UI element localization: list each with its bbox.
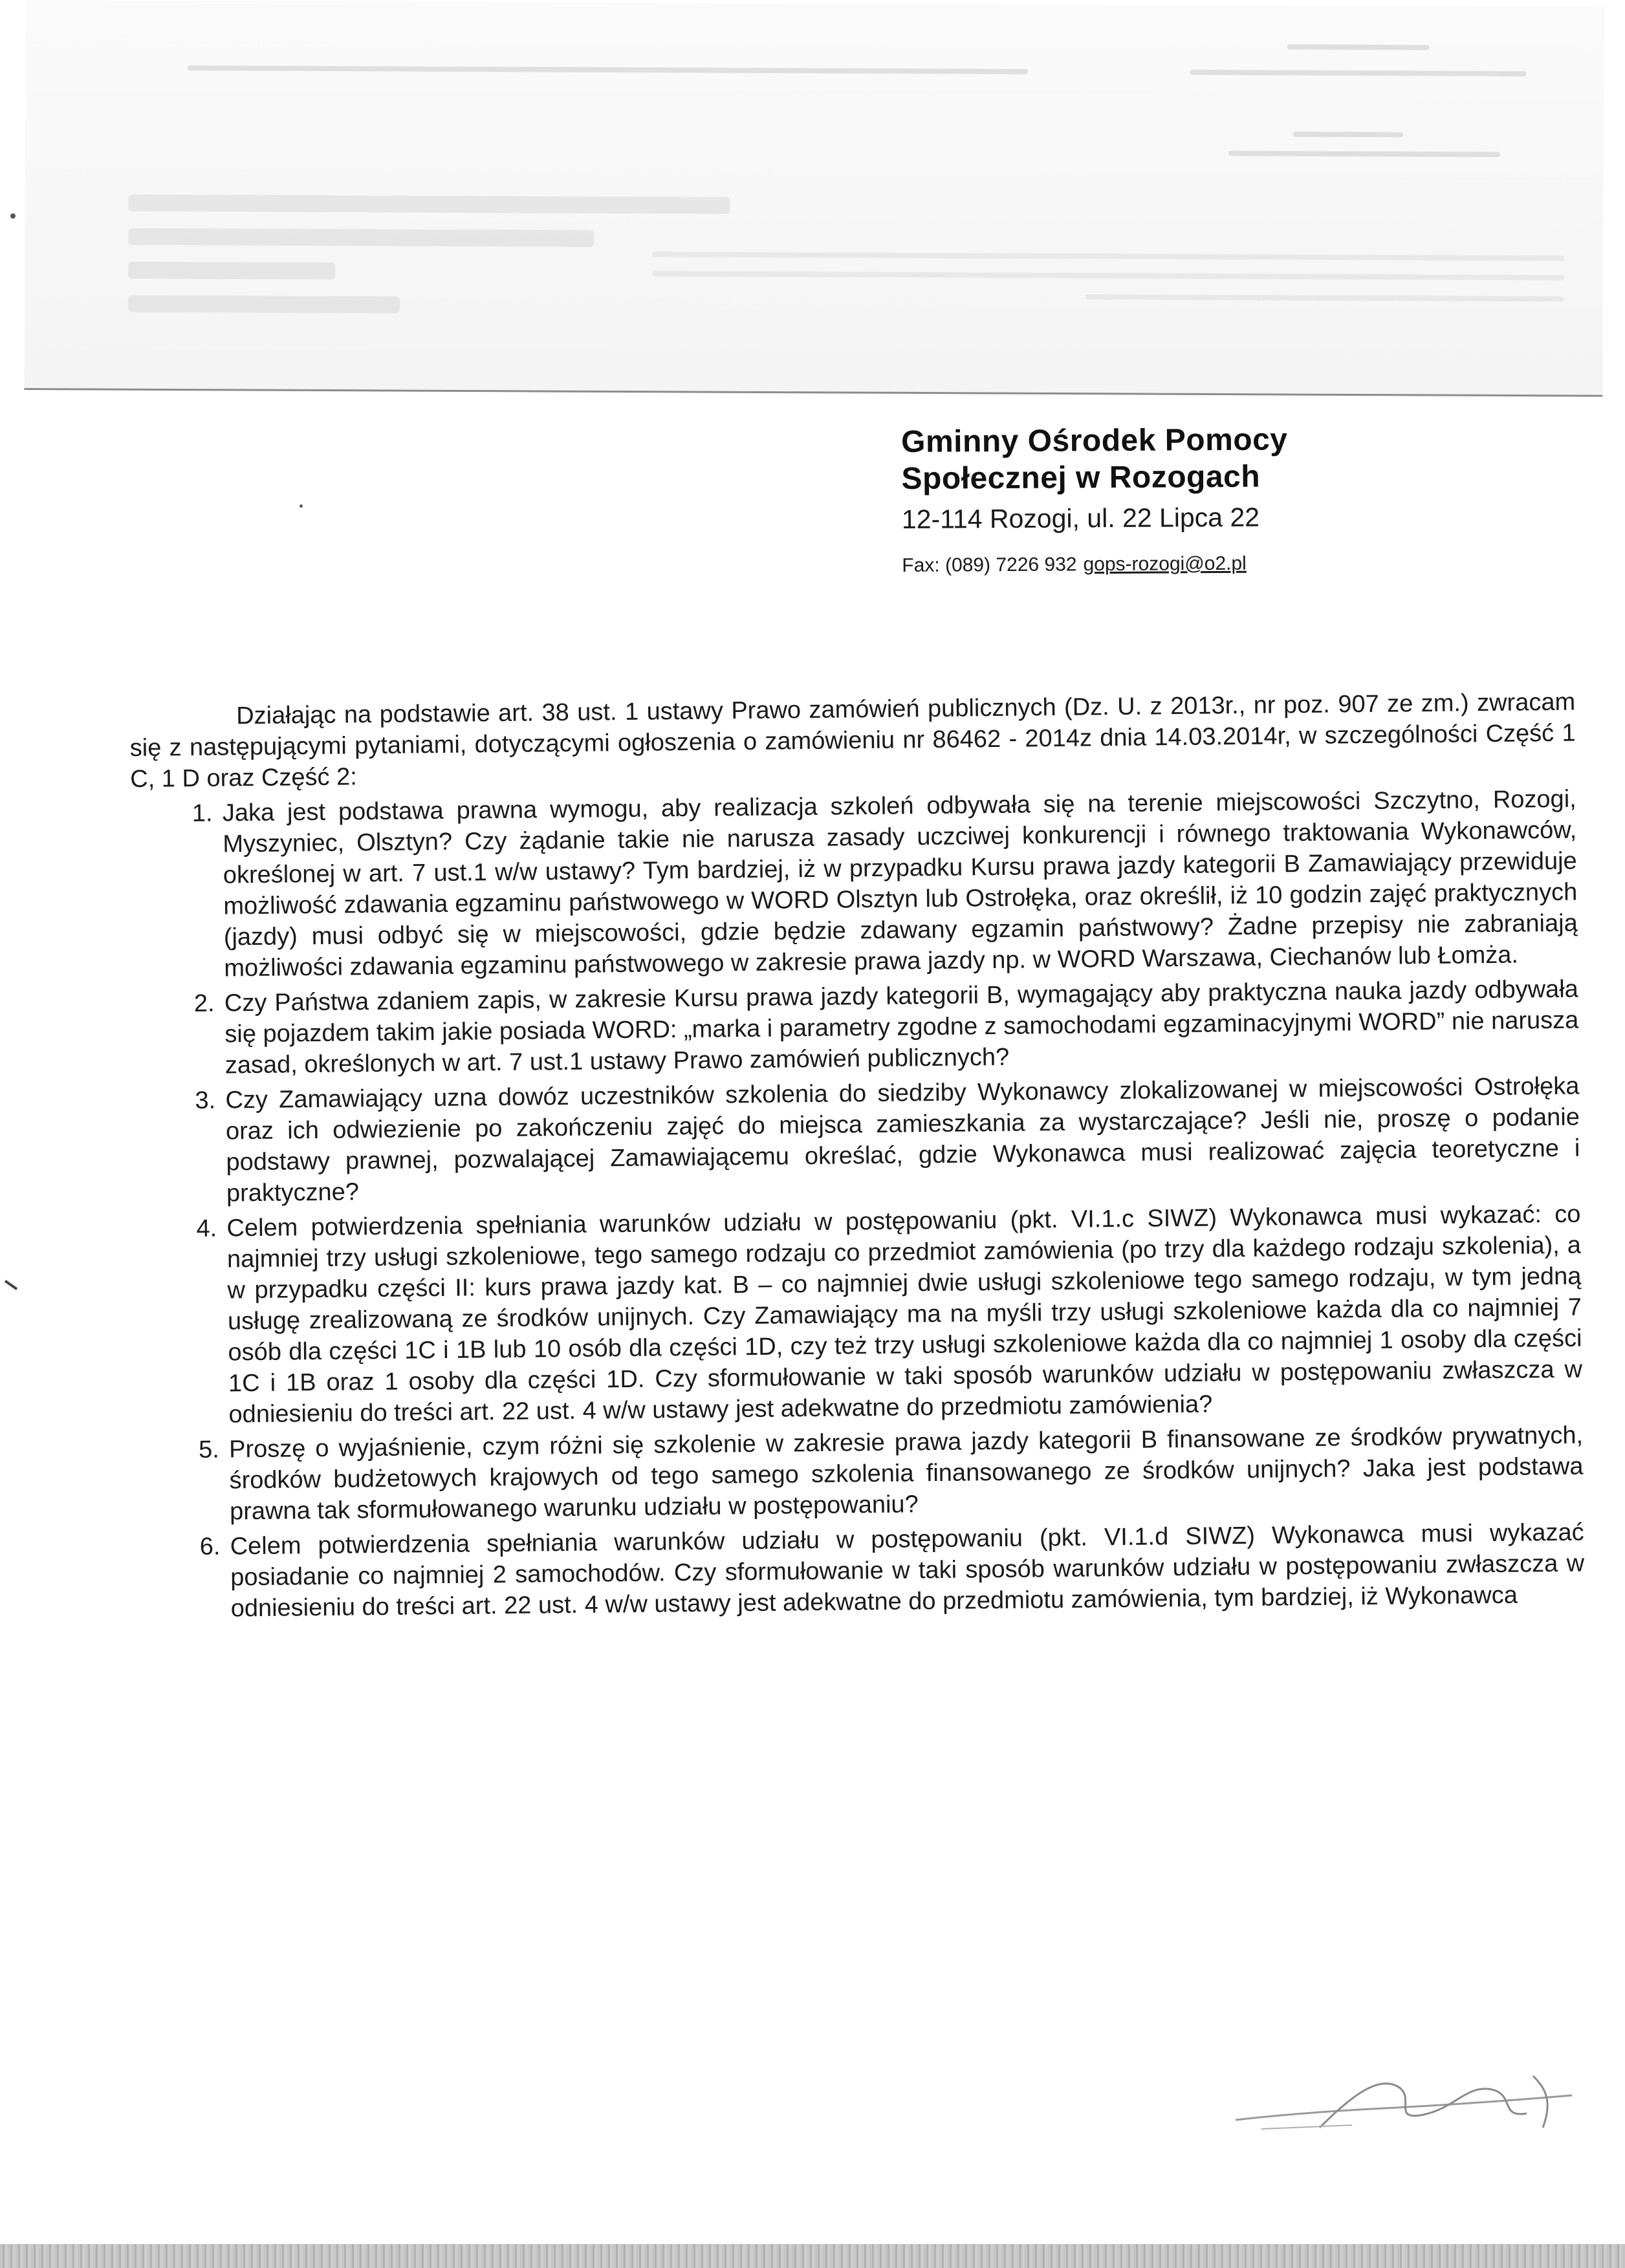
fax-number: Fax: (089) 7226 932 xyxy=(902,554,1077,576)
faded-text-line xyxy=(1190,70,1527,76)
question-item xyxy=(133,1071,1580,1210)
question-number: 1. xyxy=(191,799,213,827)
org-address: 12-114 Rozogi, ul. 22 Lipca 22 xyxy=(901,502,1260,534)
faded-text-line xyxy=(128,262,335,279)
faded-text-line xyxy=(128,228,594,247)
faded-text-line xyxy=(128,296,400,314)
question-number: 4. xyxy=(196,1215,217,1242)
faded-text-line xyxy=(1228,151,1500,157)
recipient-letterhead xyxy=(901,420,1484,580)
faded-text-line xyxy=(129,195,730,214)
question-item xyxy=(133,974,1579,1082)
org-name-line2: Społecznej w Rozogach xyxy=(901,459,1261,496)
org-contact xyxy=(902,548,1484,579)
scan-speck xyxy=(300,504,303,508)
faded-text-line xyxy=(1085,294,1564,301)
scan-speck xyxy=(5,1280,17,1290)
question-number: 2. xyxy=(193,989,215,1017)
scan-bottom-edge xyxy=(0,2244,1625,2268)
question-number: 5. xyxy=(198,1436,220,1463)
question-text: Celem potwierdzenia spełniania warunków udziału w postępowaniu (pkt. VI.1.d SIWZ) Wykonawca musi wykazać posiadanie co najmniej 2 samochodów. Czy sformułowanie w taki sposób warunków udziału w postępowaniu zwłaszcza w odniesieniu do treści art. 22 ust. 4 w/w ustawy jest adekwatne do przedmiotu zamówienia, tym bardziej, iż Wykonawca xyxy=(230,1518,1585,1623)
question-text: Czy Państwa zdaniem zapis, w zakresie Kursu prawa jazdy kategorii B, wymagający aby praktyczna nauka jazdy odbywała się pojazdem takim jakie posiada WORD: „marka i parametry zgodne z samochodami egzaminacyjnymi WORD” nie narusza zasad, określonych w art. 7 ust.1 ustawy Prawo zamówień publicznych? xyxy=(224,975,1579,1079)
org-name-line1: Gminny Ośrodek Pomocy xyxy=(901,422,1288,459)
faded-text-line xyxy=(652,271,1564,280)
question-number: 6. xyxy=(199,1533,221,1561)
question-text: Czy Zamawiający uzna dowóz uczestników szkolenia do siedziby Wykonawcy zlokalizowanej w miejscowości Ostrołęka oraz ich odwiezienie po zakończeniu zajęć do miejsca zamieszkania za wystarczające? Jeśli nie, proszę o podanie podstawy prawnej, pozwalającej Zamawiającemu określać, gdzie Wykonawca musi realizować zajęcia teoretyczne i praktyczne? xyxy=(225,1072,1580,1207)
question-item xyxy=(135,1199,1582,1431)
questions-list xyxy=(131,784,1585,1625)
question-text: Celem potwierdzenia spełniania warunków udziału w postępowaniu (pkt. VI.1.c SIWZ) Wykonawca musi wykazać: co najmniej trzy usługi szkoleniowe, tego samego rodzaju co przedmiot zamówienia (po trzy dla każdego rodzaju szkolenia), a w przypadku części II: kurs prawa jazdy kat. B – co najmniej dwie usługi szkoleniowe tego samego rodzaju, w tym jedną usługę zrealizowaną ze środków unijnych. Czy Zamawiający ma na myśli trzy usługi szkoleniowe każda dla co najmniej 7 osób dla części 1C i 1B lub 10 osób dla części 1D, czy też trzy usługi szkoleniowe każda dla co najmniej 1 osoby dla części 1C i 1B oraz 1 osoby dla części 1D. Czy sformułowanie w taki sposób warunków udziału w postępowaniu zwłaszcza w odniesieniu do treści art. 22 ust. 4 w/w ustawy jest adekwatne do przedmiotu zamówienia? xyxy=(226,1200,1583,1429)
question-text: Jaka jest podstawa prawna wymogu, aby realizacja szkoleń odbywała się na terenie miejscowości Szczytno, Rozogi, Myszyniec, Olsztyn? Czy żądanie takie nie narusza zasady uczciwej konkurencji i równego traktowania Wykonawców, określonej w art. 7 ust.1 w/w ustawy? Tym bardziej, iż w przypadku Kursu prawa jazdy kategorii B Zamawiający przewiduje możliwość zdawania egzaminu państwowego w WORD Olsztyn lub Ostrołęka, oraz określił, iż 10 godzin zajęć praktycznych (jazdy) musi odbyć się w miejscowości, gdzie będzie zdawany egzamin państwowy? Żadne przepisy nie zabraniają możliwości zdawania egzaminu państwowego w zakresie prawa jazdy np. w WORD Warszawa, Ciechanów lub Łomża. xyxy=(222,785,1578,982)
scan-bleedthrough-strip xyxy=(24,0,1604,397)
question-item xyxy=(131,784,1578,985)
intro-paragraph: Działając na podstawie art. 38 ust. 1 ustawy Prawo zamówień publicznych (Dz. U. z 2013r., nr poz. 907 ze zm.) zwracam się z następującymi pytaniami, dotyczącymi ogłoszenia o zamówieniu nr 86462 - 2014z dnia 14.03.2014r, w szczególności Część 1 C, 1 D oraz Część 2: xyxy=(129,688,1576,793)
faded-text-line xyxy=(1287,45,1430,50)
faded-text-line xyxy=(652,252,1564,261)
scan-speck xyxy=(10,213,16,219)
letter-body xyxy=(129,687,1585,1625)
question-item xyxy=(137,1420,1584,1528)
handwritten-signature xyxy=(1223,2057,1585,2141)
faded-text-line xyxy=(188,65,1029,74)
question-number: 3. xyxy=(195,1086,216,1114)
question-text: Proszę o wyjaśnienie, czym różni się szkolenie w zakresie prawa jazdy kategorii B finansowane ze środków prywatnych, środków budżetowych krajowych od tego samego szkolenia finansowanego ze środków unijnych? Jaka jest podstawa prawna tak sformułowanego warunku udziału w postępowaniu? xyxy=(228,1421,1584,1526)
question-item xyxy=(138,1517,1584,1625)
email-link[interactable]: gops-rozogi@o2.pl xyxy=(1083,552,1247,576)
faded-text-line xyxy=(1293,132,1403,138)
